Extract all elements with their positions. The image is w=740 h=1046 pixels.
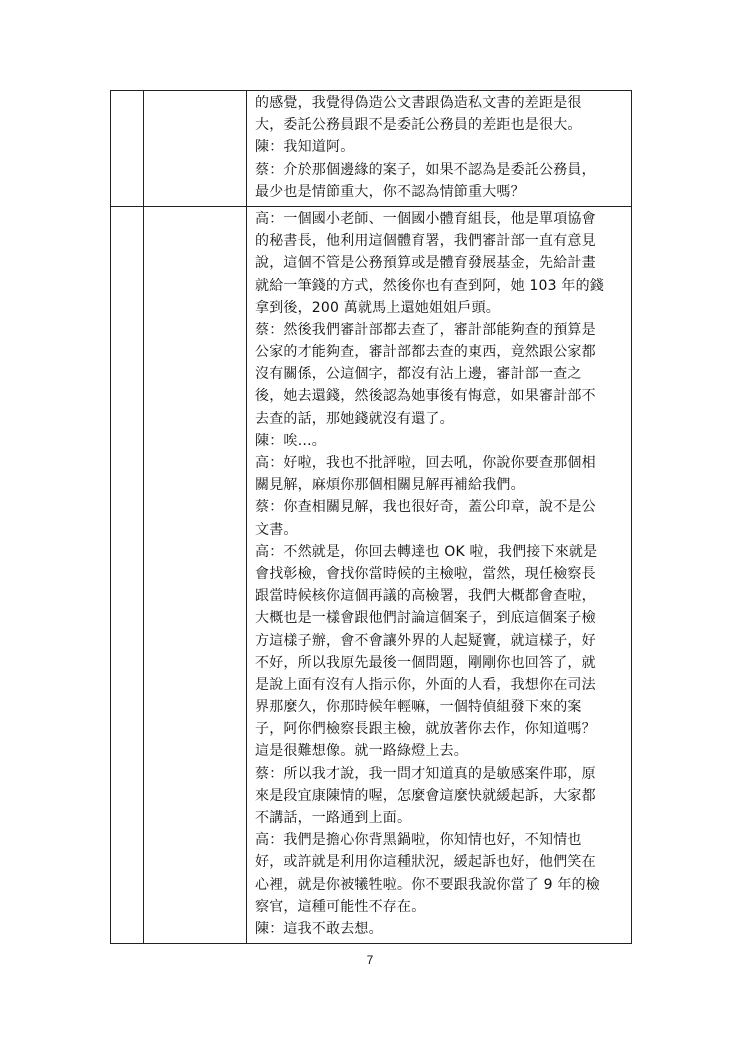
dialogue-line: 後，她去還錢，然後認為她事後有悔意，如果審計部不 [255, 388, 596, 405]
dialogue-line: 大，委託公務員跟不是委託公務員的差距也是很大。 [255, 117, 582, 134]
empty-cell [111, 206, 144, 943]
dialogue-line: 沒有關係，公這個字，都沒有沾上邊，審計部一查之 [255, 366, 582, 383]
dialogue-line: 拿到後，200 萬就馬上還她姐姐戶頭。 [255, 299, 500, 316]
transcript-table-body [111, 91, 632, 944]
dialogue-line: 高：好啦，我也不批評啦，回去吼，你說你要查那個相 [255, 455, 596, 471]
dialogue-line: 這是很難想像。就一路綠燈上去。 [255, 743, 468, 760]
page-number: 7 [366, 953, 374, 967]
dialogue-line: 高：不然就是，你回去轉達也 OK 啦，我們接下來就是 [255, 543, 598, 560]
dialogue-line: 子，阿你們檢察長跟主檢，就放著你去作，你知道嗎？ [255, 721, 596, 738]
dialogue-cell [247, 206, 632, 943]
dialogue-line: 大概也是一樣會跟他們討論這個案子，到底這個案子檢 [255, 610, 596, 627]
dialogue-line: 是說上面有沒有人指示你，外面的人看，我想你在司法 [255, 676, 596, 693]
dialogue-line: 文書。 [255, 521, 298, 538]
dialogue-line: 蔡：介於那個邊緣的案子，如果不認為是委託公務員， [255, 161, 596, 178]
dialogue-line: 的秘書長，他利用這個體育署，我們審計部一直有意見 [255, 233, 596, 250]
dialogue-line: 陳：我知道阿。 [255, 139, 355, 156]
empty-cell [144, 206, 247, 943]
dialogue-line: 不講話，一路通到上面。 [255, 810, 412, 826]
dialogue-line: 高：我們是擔心你背黑鍋啦，你知情也好，不知情也 [255, 832, 582, 849]
dialogue-line: 好，或許就是利用你這種狀況，緩起訴也好，他們笑在 [255, 854, 596, 871]
dialogue-line: 方這樣子辦，會不會讓外界的人起疑竇，就這樣子，好 [255, 632, 596, 649]
transcript-table [110, 90, 632, 944]
empty-cell [144, 91, 247, 207]
dialogue-line: 陳：唉…。 [255, 432, 326, 449]
dialogue-line: 來是段宜康陳情的喔，怎麼會這麼快就緩起訴，大家都 [255, 787, 596, 804]
dialogue-line: 陳：這我不敢去想。 [255, 920, 383, 937]
dialogue-line: 去查的話，那她錢就沒有還了。 [255, 410, 454, 427]
dialogue-cell [247, 91, 632, 207]
dialogue-line: 最少也是情節重大，你不認為情節重大嗎？ [255, 183, 525, 200]
dialogue-line: 察官，這種可能性不存在。 [255, 898, 426, 915]
dialogue-line: 關見解，麻煩你那個相關見解再補給我們。 [255, 477, 525, 494]
dialogue-line: 跟當時候核你這個再議的高檢署，我們大概都會查啦， [255, 588, 596, 605]
dialogue-line: 就給一筆錢的方式，然後你也有查到阿，她 103 年的錢 [255, 277, 605, 294]
dialogue-line: 蔡：所以我才說，我一問才知道真的是敏感案件耶，原 [255, 765, 596, 782]
dialogue-line: 不好，所以我原先最後一個問題，剛剛你也回答了，就 [255, 654, 596, 671]
dialogue-line: 界那麼久，你那時候年輕嘛，一個特偵組發下來的案 [255, 699, 582, 716]
dialogue-line: 說，這個不管是公務預算或是體育發展基金，先給計畫 [255, 255, 596, 272]
dialogue-line: 心裡，就是你被犧牲啦。你不要跟我說你當了 9 年的檢 [255, 876, 601, 893]
dialogue-line: 高：一個國小老師、一個國小體育組長，他是單項協會 [255, 210, 596, 227]
dialogue-line: 公家的才能夠查，審計部都去查的東西，竟然跟公家都 [255, 344, 596, 361]
table-row [111, 91, 632, 207]
dialogue-line: 蔡：然後我們審計部都去查了，審計部能夠查的預算是 [255, 321, 596, 338]
dialogue-line: 會找彰檢，會找你當時候的主檢啦，當然，現任檢察長 [255, 565, 596, 582]
table-row [111, 206, 632, 943]
dialogue-line: 蔡：你查相關見解，我也很好奇，蓋公印章，說不是公 [255, 499, 596, 516]
dialogue-line: 的感覺，我覺得偽造公文書跟偽造私文書的差距是很 [255, 95, 582, 111]
empty-cell [111, 91, 144, 207]
